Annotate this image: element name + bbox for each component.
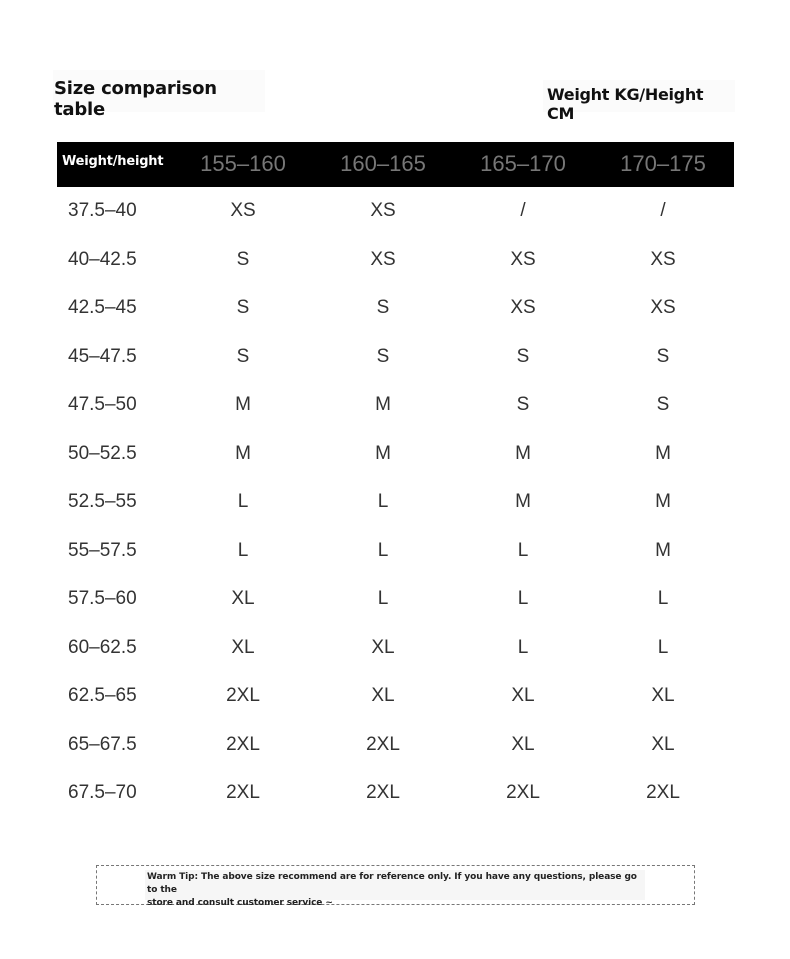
- table-row: [57, 721, 734, 770]
- size-cell: 2XL: [226, 733, 260, 755]
- weight-cell: 67.5–70: [68, 782, 137, 803]
- size-cell: XL: [231, 588, 255, 609]
- weight-cell: 37.5–40: [68, 200, 137, 221]
- size-cell: L: [377, 588, 389, 609]
- size-cell: L: [657, 636, 669, 658]
- table-row: [57, 236, 734, 285]
- weight-cell: 55–57.5: [68, 539, 137, 561]
- size-cell: M: [375, 442, 391, 464]
- page-title: Size comparison table: [54, 78, 217, 120]
- size-cell: L: [237, 491, 249, 512]
- warm-tip-box: [96, 865, 695, 908]
- size-cell: M: [655, 539, 671, 561]
- size-cell: M: [515, 491, 531, 512]
- warm-tip-panel: [145, 870, 645, 908]
- header-col-3: 165–170: [480, 151, 566, 176]
- table-header: [57, 142, 734, 187]
- table-row: [57, 381, 734, 430]
- size-cell: 2XL: [646, 782, 680, 803]
- size-cell: 2XL: [226, 685, 260, 706]
- size-cell: XL: [371, 636, 395, 658]
- size-cell: /: [660, 200, 666, 221]
- size-cell: XL: [651, 685, 675, 706]
- size-cell: XS: [370, 248, 396, 270]
- units-box: [543, 80, 735, 123]
- size-cell: XL: [651, 733, 675, 755]
- table-row: [57, 672, 734, 721]
- table-row: [57, 769, 734, 818]
- header-col-1: 155–160: [200, 151, 286, 176]
- warm-tip-text: [147, 871, 645, 910]
- warm-tip-line-2: store and consult customer service ~: [147, 898, 333, 908]
- size-cell: L: [377, 539, 389, 561]
- size-cell: 2XL: [506, 782, 540, 803]
- size-cell: S: [376, 345, 390, 367]
- weight-cell: 52.5–55: [68, 491, 137, 512]
- size-cell: XS: [650, 248, 676, 270]
- size-cell: S: [516, 394, 530, 415]
- size-cell: S: [376, 297, 390, 318]
- size-cell: L: [517, 636, 529, 658]
- size-cell: XS: [230, 200, 256, 221]
- table-row: [57, 575, 734, 624]
- size-cell: /: [520, 200, 526, 221]
- table-row: [57, 187, 734, 236]
- title-box: [53, 70, 265, 120]
- size-cell: L: [657, 588, 669, 609]
- size-cell: M: [655, 442, 671, 464]
- weight-cell: 50–52.5: [68, 442, 137, 464]
- weight-cell: 47.5–50: [68, 394, 137, 415]
- weight-cell: 57.5–60: [68, 588, 137, 609]
- size-cell: S: [516, 345, 530, 367]
- weight-cell: 45–47.5: [68, 345, 137, 367]
- size-cell: XL: [371, 685, 395, 706]
- weight-cell: 65–67.5: [68, 733, 137, 755]
- size-cell: 2XL: [366, 782, 400, 803]
- size-cell: XL: [231, 636, 255, 658]
- header-col-4: 170–175: [620, 151, 706, 176]
- size-cell: S: [236, 248, 250, 270]
- table-row: [57, 333, 734, 382]
- size-cell: M: [515, 442, 531, 464]
- table-row: [57, 284, 734, 333]
- size-cell: XS: [650, 297, 676, 318]
- size-cell: XL: [511, 733, 535, 755]
- size-cell: 2XL: [226, 782, 260, 803]
- table-row: [57, 527, 734, 576]
- size-cell: M: [375, 394, 391, 415]
- table-row: [57, 624, 734, 673]
- size-cell: S: [656, 394, 670, 415]
- header-corner-label: Weight/height: [62, 154, 164, 169]
- units-label: Weight KG/Height CM: [547, 85, 704, 123]
- header-col-2: 160–165: [340, 151, 426, 176]
- size-cell: L: [377, 491, 389, 512]
- table-row: [57, 478, 734, 527]
- warm-tip-line-1: Warm Tip: The above size recommend are for reference only. If you have any questions, please go to the: [147, 872, 637, 895]
- size-cell: M: [655, 491, 671, 512]
- size-cell: XS: [510, 248, 536, 270]
- size-cell: S: [236, 345, 250, 367]
- size-cell: M: [235, 442, 251, 464]
- size-cell: L: [517, 588, 529, 609]
- weight-cell: 40–42.5: [68, 248, 137, 270]
- weight-cell: 62.5–65: [68, 685, 137, 706]
- size-cell: XL: [511, 685, 535, 706]
- weight-cell: 42.5–45: [68, 297, 137, 318]
- weight-cell: 60–62.5: [68, 636, 137, 658]
- size-cell: S: [236, 297, 250, 318]
- size-cell: S: [656, 345, 670, 367]
- size-cell: XS: [510, 297, 536, 318]
- size-cell: 2XL: [366, 733, 400, 755]
- size-cell: XS: [370, 200, 396, 221]
- table-row: [57, 430, 734, 479]
- table-body: [57, 187, 734, 818]
- size-cell: L: [237, 539, 249, 561]
- size-cell: L: [517, 539, 529, 561]
- size-cell: M: [235, 394, 251, 415]
